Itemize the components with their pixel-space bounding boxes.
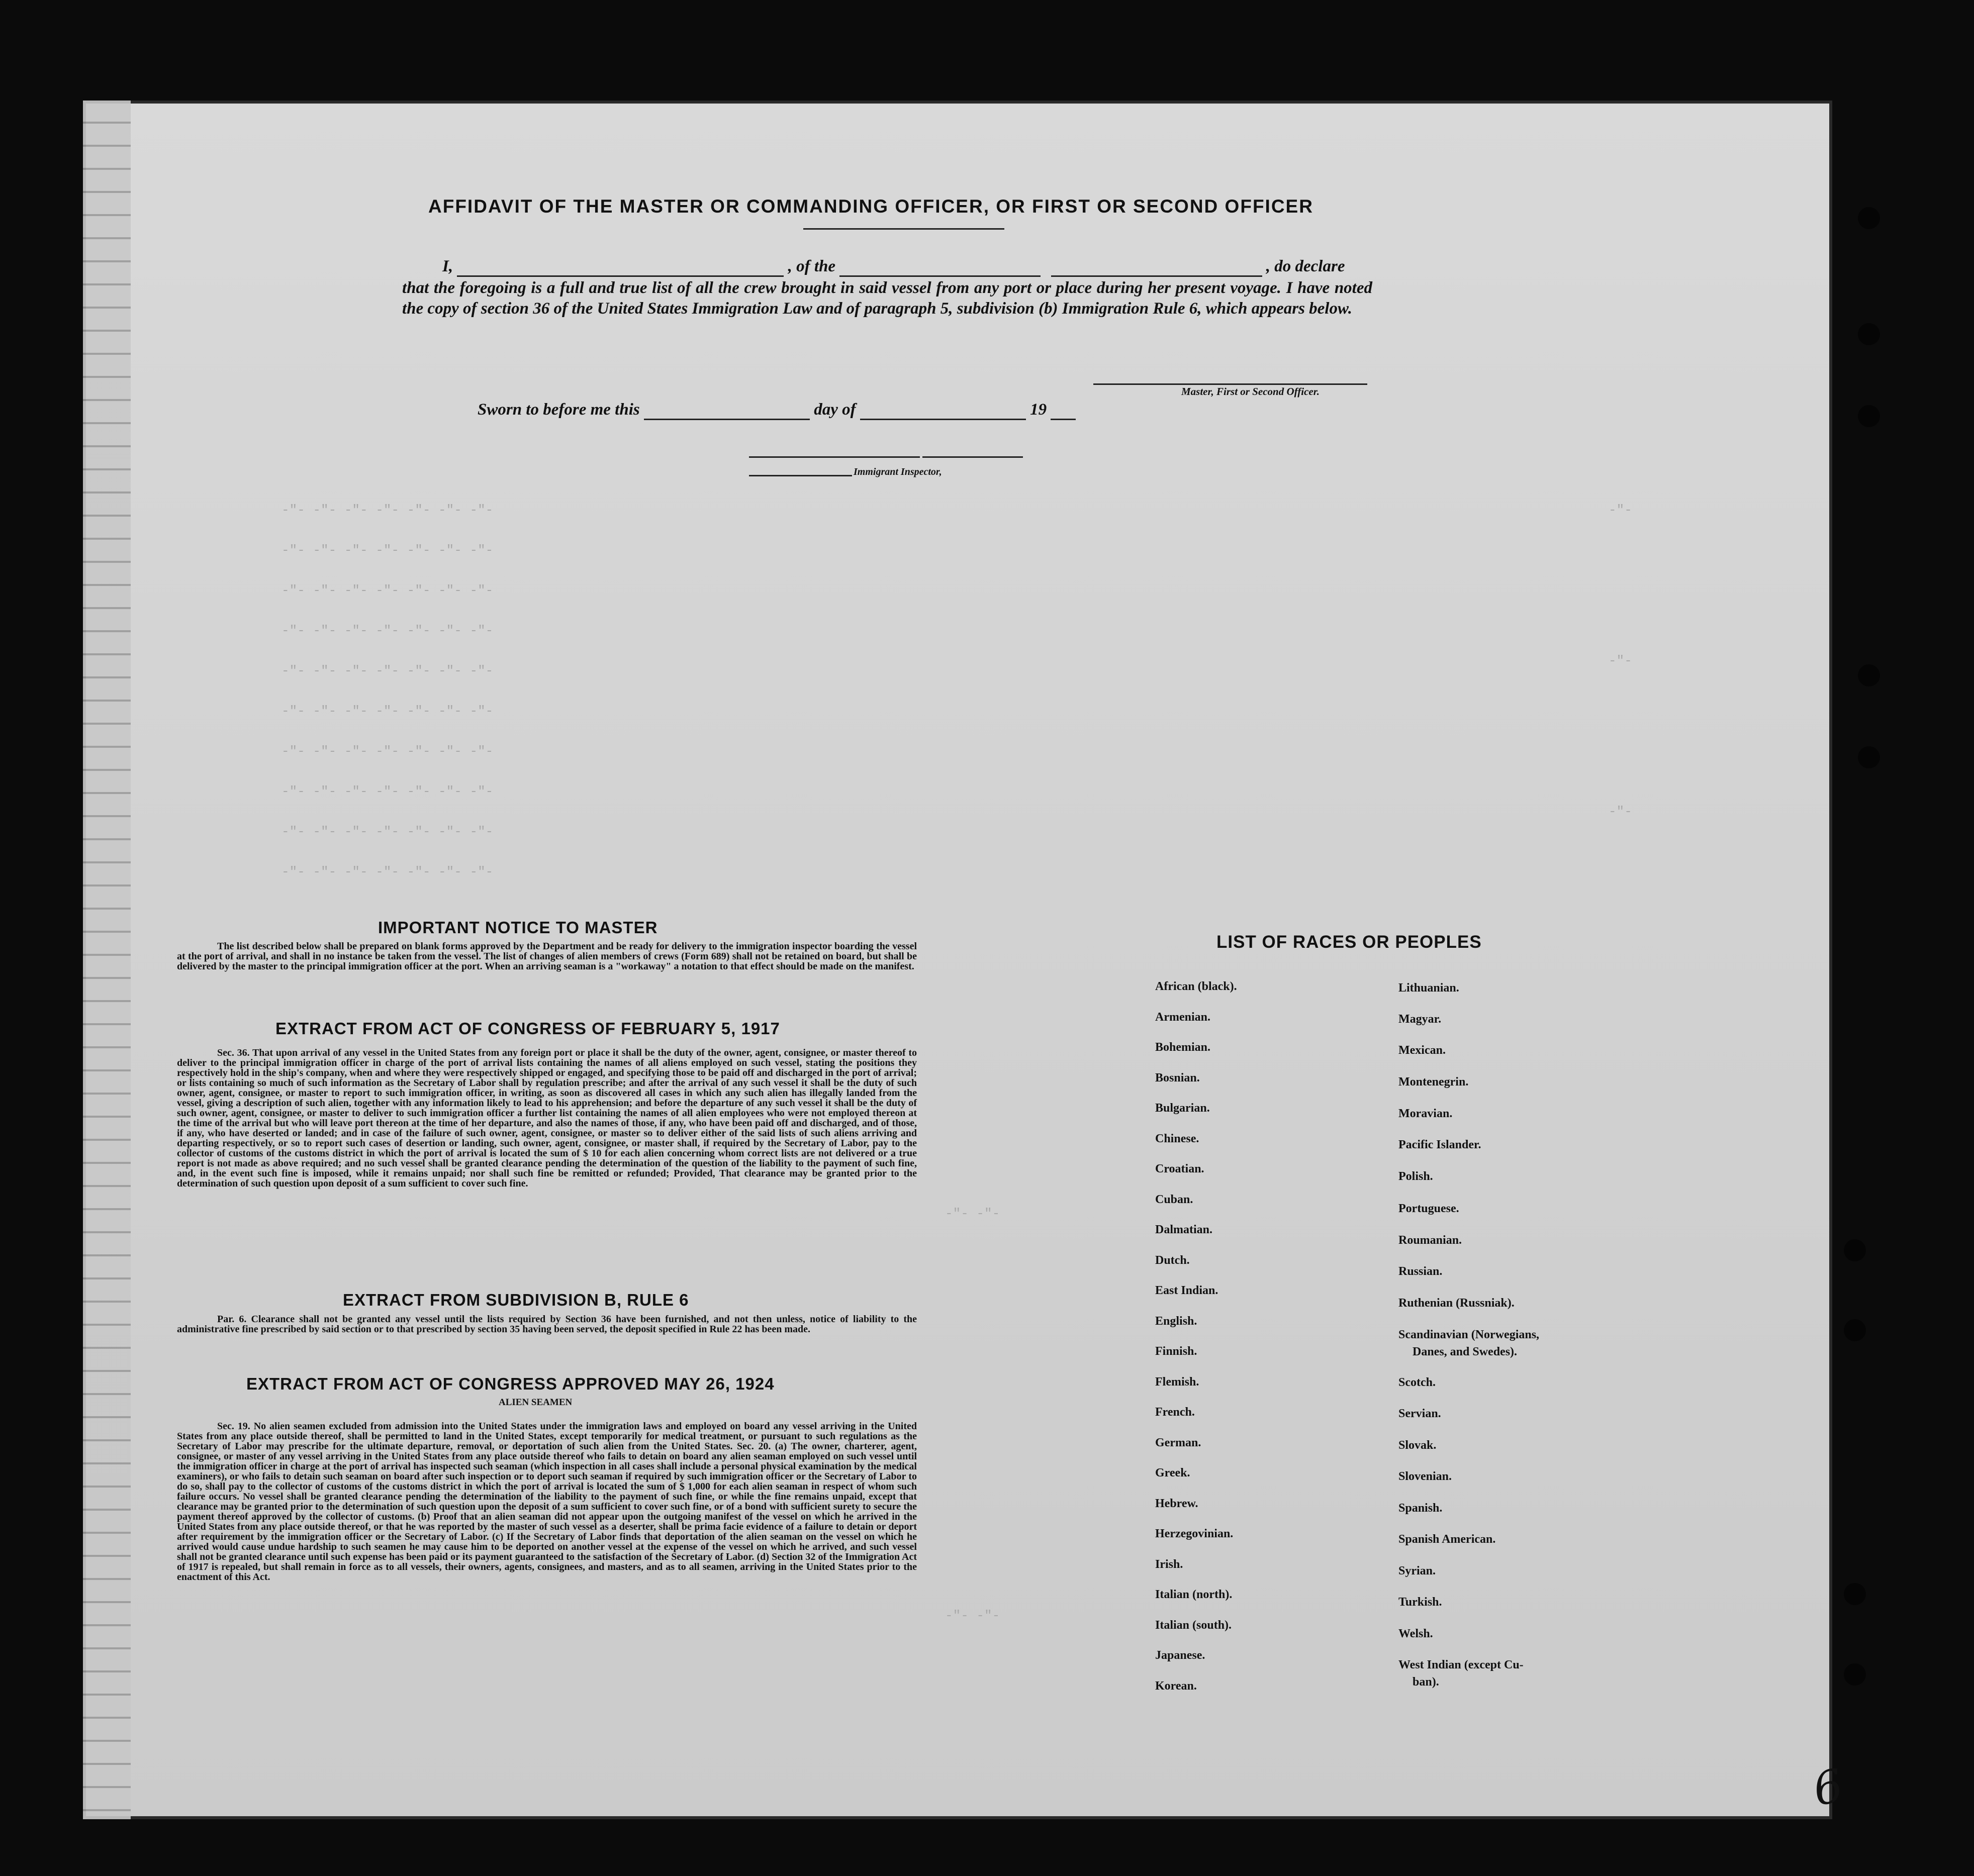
- punch-hole: [1844, 1239, 1866, 1261]
- year-prefix: 19: [1030, 401, 1047, 419]
- race-item: Servian.: [1398, 1407, 1441, 1420]
- race-item: Greek.: [1155, 1466, 1190, 1479]
- rule-6-title: EXTRACT FROM SUBDIVISION B, RULE 6: [343, 1291, 689, 1309]
- inspector-label: Immigrant Inspector,: [854, 466, 942, 477]
- race-item: Hebrew.: [1155, 1497, 1198, 1510]
- race-item: Danes, and Swedes).: [1413, 1345, 1518, 1358]
- punch-hole: [1858, 323, 1880, 345]
- punch-hole: [1858, 405, 1880, 427]
- sworn-year-field: [1051, 419, 1076, 420]
- race-item: Korean.: [1155, 1679, 1197, 1693]
- race-item: Welsh.: [1398, 1627, 1433, 1640]
- race-item: Slovak.: [1398, 1439, 1437, 1452]
- inspector-signature-line: [749, 456, 920, 458]
- rule-6-text: Par. 6. Clearance shall not be granted any vessel until the lists required by Section 36 have been furnished, and not then unless, notice of liability to the administrative fine prescribed by said section or to that prescribed by section 35 having been served, the deposit specified in Rule 22 has been made.: [177, 1314, 917, 1335]
- race-item: Lithuanian.: [1398, 981, 1459, 995]
- race-item: Finnish.: [1155, 1345, 1197, 1358]
- signature-label: Master, First or Second Officer.: [1181, 385, 1320, 398]
- race-item: Scotch.: [1398, 1376, 1436, 1389]
- race-item: Mexican.: [1398, 1044, 1446, 1057]
- race-item: Polish.: [1398, 1170, 1433, 1183]
- notice-text: The list described below shall be prepared on blank forms approved by the Department and be ready for delivery to the immigration inspector boarding the vessel at the port of arrival, and shall in no instance be taken from the vessel. The list of changes of alien members of crews (Form 689) shall not be retained on board, but shall be delivered by the master to the principal immigration officer at the port. When an arriving seaman is a "workaway" a notation to that effect should be made on the manifest.: [177, 941, 917, 972]
- race-item: English.: [1155, 1314, 1197, 1328]
- race-item: Spanish American.: [1398, 1533, 1496, 1546]
- race-item: Italian (south).: [1155, 1618, 1232, 1632]
- race-item: Armenian.: [1155, 1010, 1210, 1024]
- race-item: Moravian.: [1398, 1107, 1453, 1120]
- race-item: Chinese.: [1155, 1132, 1199, 1145]
- race-item: Herzegovinian.: [1155, 1527, 1234, 1540]
- punch-hole: [1844, 1663, 1866, 1686]
- extract-1917-title: EXTRACT FROM ACT OF CONGRESS OF FEBRUARY 5, 1917: [275, 1019, 780, 1038]
- race-item: Ruthenian (Russniak).: [1398, 1297, 1515, 1310]
- affidavit-body: that the foregoing is a full and true list of all the crew brought in said vessel from any port or place during her present voyage. I have noted the copy of section 36 of the United States Immigration Law and of paragraph 5, subdivision (b) Immigration Rule 6, which appears below.: [402, 279, 1372, 318]
- binding-edge: [83, 101, 131, 1819]
- race-item: Bohemian.: [1155, 1041, 1211, 1054]
- race-item: Japanese.: [1155, 1649, 1205, 1662]
- sworn-day-field: [644, 419, 810, 420]
- punch-hole: [1858, 746, 1880, 768]
- punch-hole: [1844, 1319, 1866, 1341]
- race-item: Dalmatian.: [1155, 1223, 1212, 1236]
- race-item: West Indian (except Cu-: [1398, 1658, 1524, 1671]
- race-item: Dutch.: [1155, 1253, 1190, 1267]
- handwritten-page-number: 6: [1808, 1759, 1848, 1817]
- race-item: ban).: [1413, 1675, 1439, 1689]
- race-item: French.: [1155, 1406, 1195, 1419]
- inspector-label-rule: [749, 475, 852, 476]
- race-item: Syrian.: [1398, 1564, 1436, 1577]
- extract-1924-subtitle: ALIEN SEAMEN: [499, 1397, 573, 1408]
- race-item: German.: [1155, 1436, 1201, 1449]
- extract-1924-title: EXTRACT FROM ACT OF CONGRESS APPROVED MAY 26, 1924: [246, 1374, 775, 1393]
- race-item: Portuguese.: [1398, 1202, 1459, 1215]
- extract-1917-text: Sec. 36. That upon arrival of any vessel in the United States from any foreign port or place it shall be the duty of the owner, agent, consignee, or master thereof to deliver to the principal immigration officer in charge of the port of arrival lists containing the names of all aliens employed on such vessel, stating the positions they respectively hold in the ship's company, when and where they were respectively shipped or engaged, and specifying those to be paid off and discharged in the port of arrival; or lists containing so much of such information as the Secretary of Labor shall by regulation prescribe; and after the arrival of any such vessel it shall be the duty of such owner, agent, consignee, or master to report to such immigration officer, in writing, as soon as discovered all cases in which any such alien has illegally landed from the vessel, giving a description of such alien, together with any information likely to lead to his apprehension; and before the departure of any such vessel it shall be the duty of such owner, agent, consignee, or master to deliver to such immigration officer a further list containing the names of all alien employees who were not employed thereon at the time of the arrival but who will leave port thereon at the time of her departure, and also the names of those, if any, who have been paid off and discharged, and of those, if any, who have deserted or landed; and in case of the failure of such owner, agent, consignee, or master so to deliver either of the said lists of such aliens arriving and departing respectively, or so to report such cases of desertion or landing, such owner, agent, consignee, or master shall, if required by the Secretary of Labor, pay to the collector of customs of the customs district in which the port of arrival is located the sum of $ 10 for each alien concerning whom correct lists are not delivered or a true report is not made as above required; and no such vessel shall be granted clearance pending the determination of the question of the liability to the payment of such fine, and, in the event such fine is imposed, while it remains unpaid; nor shall such fine be remitted or refunded; Provided, That clearance may be granted prior to the determination of such question upon deposit of a sum sufficient to cover such fine.: [177, 1047, 917, 1189]
- races-title: LIST OF RACES OR PEOPLES: [1216, 932, 1482, 952]
- race-item: Slovenian.: [1398, 1470, 1452, 1483]
- race-item: Montenegrin.: [1398, 1075, 1469, 1089]
- race-item: Magyar.: [1398, 1013, 1442, 1026]
- race-item: Irish.: [1155, 1557, 1183, 1571]
- race-item: Croatian.: [1155, 1162, 1204, 1175]
- affidavit-title: AFFIDAVIT OF THE MASTER OR COMMANDING OFFICER, OR FIRST OR SECOND OFFICER: [428, 196, 1313, 217]
- sworn-line: [478, 400, 1076, 420]
- declare-suffix: , do declare: [1266, 257, 1345, 275]
- race-item: Roumanian.: [1398, 1234, 1462, 1247]
- vessel-prefix: , of the: [788, 257, 836, 275]
- race-item: Turkish.: [1398, 1596, 1442, 1609]
- punch-hole: [1858, 664, 1880, 686]
- race-item: East Indian.: [1155, 1284, 1218, 1297]
- race-item: Bosnian.: [1155, 1071, 1200, 1084]
- affidavit-declaration-line: [442, 256, 1345, 277]
- title-underline: [803, 228, 1004, 230]
- race-item: Bulgarian.: [1155, 1102, 1210, 1115]
- notice-title: IMPORTANT NOTICE TO MASTER: [378, 918, 658, 937]
- extract-1924-text: Sec. 19. No alien seamen excluded from admission into the United States under the immigration laws and employed on board any vessel arriving in the United States from any place outside thereof, shall be permitted to land in the United States, except temporarily for medical treatment, or pursuant to such regulations as the Secretary of Labor may prescribe for the ultimate departure, removal, or deportation of such alien from the United States. Sec. 20. (a) The owner, charterer, agent, consignee, or master of any vessel arriving in the United States from any place outside thereof who fails to detain on board any alien seaman employed on such vessel until the immigration officer in charge at the port of arrival has inspected such seaman (which inspection in all cases shall include a personal physical examination by the medical examiners), or who fails to detain such seaman on board after such inspection or to deport such seaman if required by such immigration officer or the Secretary of Labor to do so, shall pay to the collector of customs of the customs district in which the port of arrival is located the sum of $ 1,000 for each alien seaman in respect of whom such failure occurs. No vessel shall be granted clearance pending the determination of the liability to the payment of such fine, or while the fine remains unpaid, except that clearance may be granted prior to the determination of such question upon the deposit of a sum sufficient to cover such fine, or of a bond with sufficient surety to secure the payment thereof approved by the collector of customs. (b) Proof that an alien seaman did not appear upon the outgoing manifest of the vessel on which he arrived in the United States from any place outside thereof, or that he was reported by the master of such vessel as a deserter, shall be prima facie evidence of a failure to detain or deport after requirement by the immigration officer or the Secretary of Labor. (c) If the Secretary of Labor finds that deportation of the alien seaman on the vessel on which he arrived would cause undue hardship to such seamen he may cause him to be deported on another vessel at the expense of the vessel on which he arrived, and such vessel shall not be granted clearance until such expense has been paid or its payment guaranteed to the satisfaction of the Secretary of Labor. (d) Section 32 of the Immigration Act of 1917 is repealed, but shall remain in force as to all vessels, their owners, agents, consignees, and masters, and as to all seamen, arriving in the United States prior to the enactment of this Act.: [177, 1421, 917, 1583]
- sworn-text: Sworn to before me this: [478, 401, 640, 419]
- race-item: Cuban.: [1155, 1193, 1193, 1206]
- race-item: Spanish.: [1398, 1502, 1443, 1515]
- declarant-prefix: I,: [442, 257, 453, 275]
- signature-line: [1093, 383, 1367, 385]
- race-item: Flemish.: [1155, 1375, 1199, 1389]
- sworn-month-field: [860, 419, 1026, 420]
- inspector-signature-line-2: [922, 456, 1023, 458]
- race-item: Scandinavian (Norwegians,: [1398, 1328, 1540, 1341]
- punch-hole: [1858, 207, 1880, 229]
- race-item: Pacific Islander.: [1398, 1138, 1481, 1151]
- vessel-name-field: [839, 275, 1041, 277]
- race-item: Italian (north).: [1155, 1588, 1233, 1601]
- vessel-name-field-2: [1051, 275, 1262, 277]
- day-of-text: day of: [814, 401, 856, 419]
- declarant-name-field: [457, 275, 784, 277]
- race-item: Russian.: [1398, 1265, 1443, 1278]
- punch-hole: [1844, 1583, 1866, 1605]
- race-item: African (black).: [1155, 980, 1237, 993]
